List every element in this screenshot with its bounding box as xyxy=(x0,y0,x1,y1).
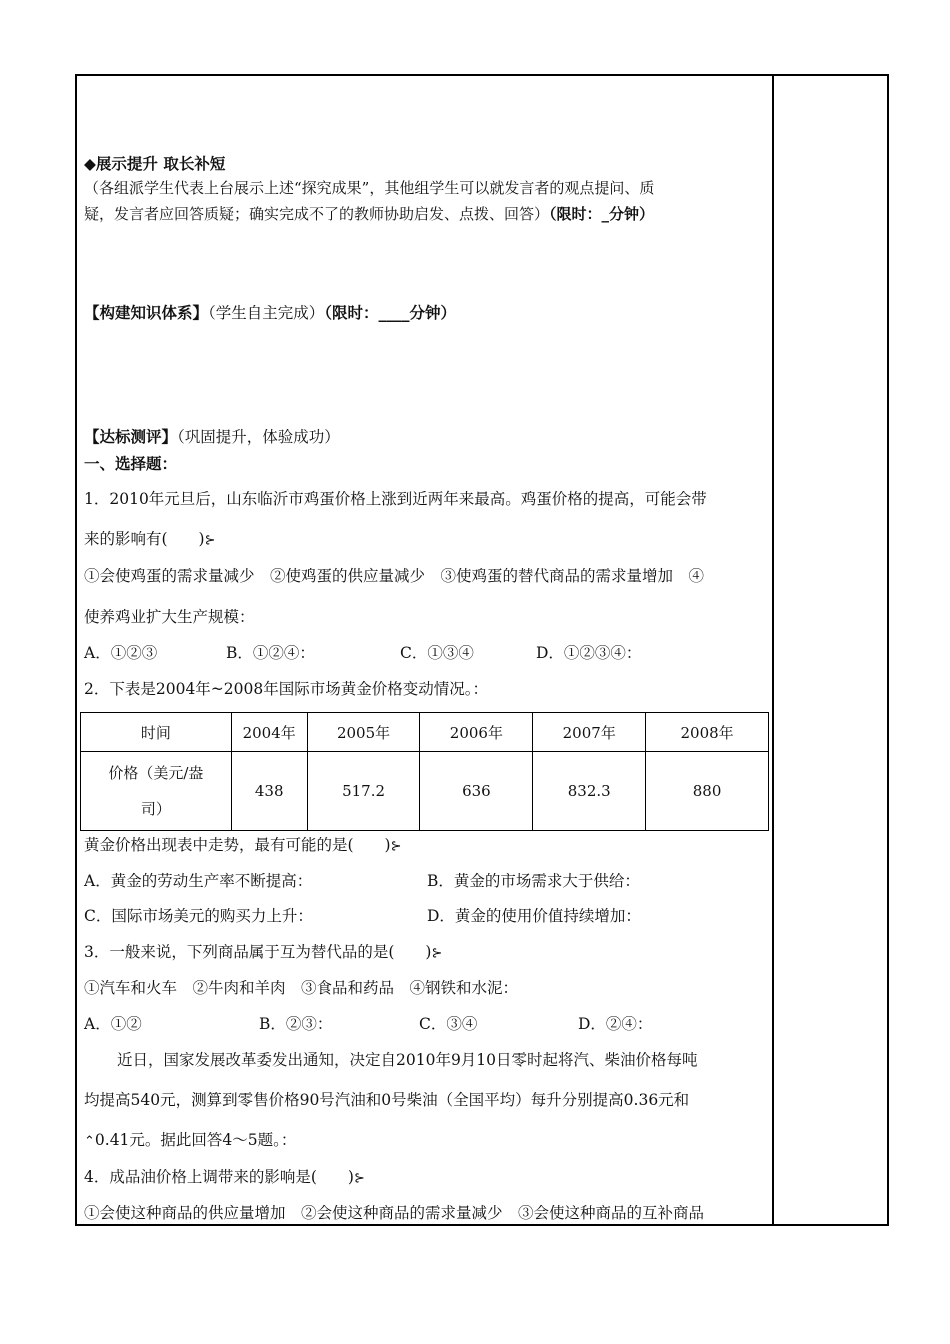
table-year-2004: 2004年 xyxy=(231,713,307,752)
passage-line-3: ⌃0.41元。据此回答4～5题。： xyxy=(84,1131,297,1149)
hat-mark-icon: ⌃ xyxy=(84,1134,95,1149)
q2-option-d: D．黄金的使用价值持续增加： xyxy=(427,907,641,925)
q2-after: 黄金价格出现表中走势，最有可能的是( )⊱ xyxy=(84,836,402,854)
q3-option-b: B．②③： xyxy=(259,1015,333,1033)
knowledge-limit: （限时：____分钟） xyxy=(324,303,457,322)
q1-stem-line-1: 1．2010年元旦后，山东临沂市鸡蛋价格上涨到近两年来最高。鸡蛋价格的提高，可能会带 xyxy=(84,490,707,508)
mouse-mark-icon: ⊱ xyxy=(353,1171,365,1186)
column-divider xyxy=(772,74,774,1226)
q3-option-d: D．②④： xyxy=(578,1015,653,1033)
table-year-2005: 2005年 xyxy=(307,713,420,752)
mouse-mark-icon: ⊱ xyxy=(204,533,216,548)
q3-stem: 3．一般来说，下列商品属于互为替代品的是( )⊱ xyxy=(84,943,443,961)
q2-option-a: A．黄金的劳动生产率不断提高： xyxy=(84,872,313,890)
q4-stem: 4．成品油价格上调带来的影响是( )⊱ xyxy=(84,1168,365,1186)
table-row-price xyxy=(81,752,769,831)
display-line-2: 疑，发言者应回答质疑；确实完成不了的教师协助启发、点拨、回答）（限时：_分钟） xyxy=(84,205,655,223)
table-year-2006: 2006年 xyxy=(420,713,533,752)
q4-items: ①会使这种商品的供应量增加 ②会使这种商品的需求量减少 ③会使这种商品的互补商品 xyxy=(84,1204,705,1222)
q2-option-b: B．黄金的市场需求大于供给： xyxy=(427,872,640,890)
test-heading: 【达标测评】 xyxy=(84,427,178,446)
table-year-2007: 2007年 xyxy=(533,713,646,752)
q1-items-line-1: ①会使鸡蛋的需求量减少 ②使鸡蛋的供应量减少 ③使鸡蛋的替代商品的需求量增加 ④ xyxy=(84,567,705,585)
table-row-year xyxy=(81,713,769,752)
display-heading: ◆展示提升 取长补短 xyxy=(84,154,226,173)
choice-section-title: 一、选择题： xyxy=(84,454,178,473)
q2-stem: 2．下表是2004年~2008年国际市场黄金价格变动情况。： xyxy=(84,680,488,698)
q1-option-d: D．①②③④： xyxy=(536,644,642,662)
q1-option-b: B．①②④： xyxy=(226,644,315,662)
test-line xyxy=(84,427,340,447)
q3-option-c: C．③④ xyxy=(419,1015,478,1033)
mouse-mark-icon: ⊱ xyxy=(431,946,443,961)
q2-option-c: C．国际市场美元的购买力上升： xyxy=(84,907,313,925)
table-price-2004: 438 xyxy=(231,752,307,831)
table-price-label: 价格（美元/盎 司） xyxy=(81,752,232,831)
q1-stem-line-2: 来的影响有( )⊱ xyxy=(84,530,216,548)
mouse-mark-icon: ⊱ xyxy=(390,839,402,854)
knowledge-note: （学生自主完成） xyxy=(208,304,325,322)
test-note: （巩固提升，体验成功） xyxy=(177,428,340,446)
knowledge-line xyxy=(84,303,456,323)
display-line-1: （各组派学生代表上台展示上述“探究成果”，其他组学生可以就发言者的观点提问、质 xyxy=(84,179,655,197)
table-price-2008: 880 xyxy=(646,752,769,831)
table-price-2006: 636 xyxy=(420,752,533,831)
gold-price-table xyxy=(80,712,769,831)
table-header-time: 时间 xyxy=(81,713,232,752)
q1-items-line-2: 使养鸡业扩大生产规模： xyxy=(84,608,255,626)
table-price-2005: 517.2 xyxy=(307,752,420,831)
q1-option-a: A．①②③ xyxy=(84,644,158,662)
passage-line-1: 近日，国家发展改革委发出通知，决定自2010年9月10日零时起将汽、柴油价格每吨 xyxy=(117,1051,698,1069)
knowledge-heading: 【构建知识体系】 xyxy=(84,303,209,322)
q3-option-a: A．①② xyxy=(84,1015,142,1033)
passage-line-2: 均提高540元，测算到零售价格90号汽油和0号柴油（全国平均）每升分别提高0.36元和 xyxy=(84,1091,690,1109)
q1-option-c: C．①③④ xyxy=(400,644,474,662)
table-year-2008: 2008年 xyxy=(646,713,769,752)
q3-items: ①汽车和火车 ②牛肉和羊肉 ③食品和药品 ④钢铁和水泥： xyxy=(84,979,519,997)
table-price-2007: 832.3 xyxy=(533,752,646,831)
